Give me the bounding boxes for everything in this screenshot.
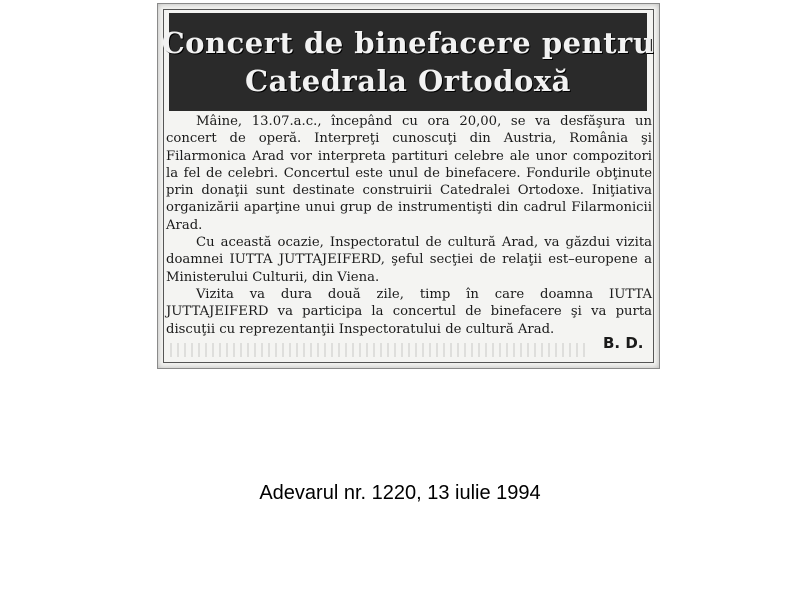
headline-line-2: Catedrala Ortodoxă — [245, 64, 571, 98]
article-paragraph-3: Vizita va dura două zile, timp în care doamna IUTTA JUTTAJEIFERD va participa la concertul de binefacere şi va purta discuţii cu reprezentanţii Inspectoratului de cultură Arad. — [166, 286, 652, 337]
article-paragraph-2: Cu această ocazie, Inspectoratul de cultură Arad, va găzdui vizita doamnei IUTTA JUTTAJEIFERD, şeful secţiei de relaţii est–europene a Ministerului Culturii, din Viena. — [166, 235, 652, 285]
headline-banner — [161, 13, 655, 111]
author-signature: B. D. — [603, 334, 644, 352]
source-caption: Adevarul nr. 1220, 13 iulie 1994 — [259, 482, 541, 504]
article-paragraph-1: Mâine, 13.07.a.c., începând cu ora 20,00, se va desfăşura un concert de operă. Interpreţi cunoscuţi din Austria, România şi Filarmonica Arad vor interpreta partituri celebre ale unor compozitori la fel de celebri. Concertul este unul de binefacere. Fondurile obţinute prin donaţii sunt destinate construirii Catedralei Ortodoxe. Iniţiativa organizării aparţine unui grup de instrumentişti din cadrul Filarmonicii Arad. — [166, 114, 652, 233]
article-body — [166, 113, 652, 338]
print-smudge — [170, 343, 590, 357]
headline-line-1: Concert de binefacere pentru — [161, 26, 655, 60]
